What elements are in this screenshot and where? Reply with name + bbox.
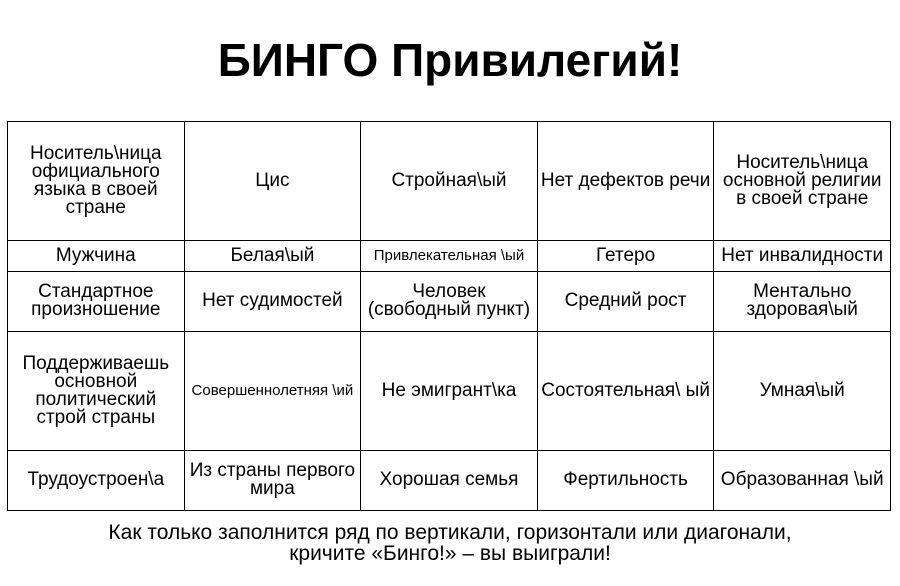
bingo-cell[interactable]: Белая\ый [184, 240, 361, 271]
page-title: БИНГО Привилегий! [217, 34, 683, 86]
bingo-cell[interactable]: Не эмигрант\ка [361, 331, 538, 450]
bingo-cell[interactable]: Носитель\ница основной религии в своей стране [714, 122, 891, 241]
grid-row [8, 271, 891, 331]
grid-row [8, 331, 891, 450]
bingo-cell[interactable]: Цис [184, 122, 361, 241]
grid-row [8, 122, 891, 241]
bingo-cell[interactable]: Нет дефектов речи [537, 122, 714, 241]
bingo-cell[interactable]: Нет инвалидности [714, 240, 891, 271]
bingo-cell[interactable]: Образованная \ый [714, 450, 891, 510]
bingo-cell[interactable]: Ментально здоровая\ый [714, 271, 891, 331]
bingo-cell[interactable]: Из страны первого мира [184, 450, 361, 510]
bingo-cell[interactable]: Мужчина [8, 240, 185, 271]
instructions [0, 522, 900, 564]
bingo-grid [7, 121, 891, 511]
bingo-cell[interactable]: Носитель\ница официального языка в своей стране [8, 122, 185, 241]
bingo-cell[interactable]: Привлекательная \ый [361, 240, 538, 271]
grid-row [8, 240, 891, 271]
bingo-cell[interactable]: Трудоустроен\а [8, 450, 185, 510]
bingo-cell[interactable]: Совершеннолетняя \ий [184, 331, 361, 450]
bingo-cell[interactable]: Человек (свободный пункт) [361, 271, 538, 331]
bingo-cell[interactable]: Средний рост [537, 271, 714, 331]
bingo-cell[interactable]: Гетеро [537, 240, 714, 271]
bingo-cell[interactable]: Нет судимостей [184, 271, 361, 331]
instructions-line: Как только заполнится ряд по вертикали, горизонтали или диагонали, [108, 521, 792, 544]
bingo-cell[interactable]: Поддерживаешь основной политический строй страны [8, 331, 185, 450]
instructions-line: кричите «Бинго!» – вы выиграли! [289, 542, 611, 565]
bingo-cell[interactable]: Стройная\ый [361, 122, 538, 241]
bingo-cell[interactable]: Умная\ый [714, 331, 891, 450]
bingo-cell[interactable]: Стандартное произношение [8, 271, 185, 331]
bingo-cell[interactable]: Состоятельная\ ый [537, 331, 714, 450]
grid-row [8, 450, 891, 510]
bingo-cell[interactable]: Фертильность [537, 450, 714, 510]
bingo-cell[interactable]: Хорошая семья [361, 450, 538, 510]
